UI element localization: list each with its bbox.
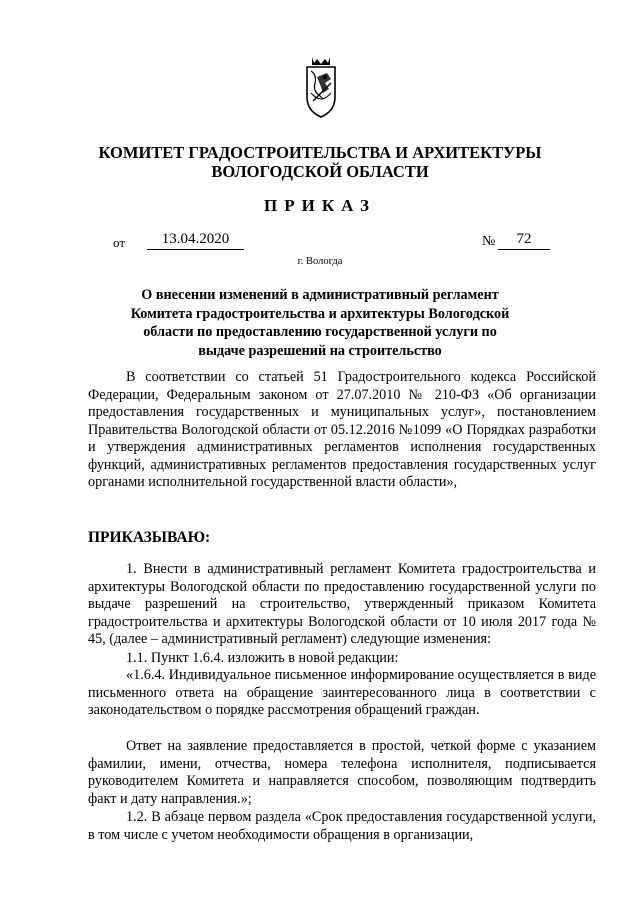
document-subject: О внесении изменений в административный регламент Комитета градостроительства и архитектуры Вологодской области по предоставлению государственной услуги по выдаче разрешений на строительство <box>130 287 510 359</box>
org-name-line2: ВОЛОГОДСКОЙ ОБЛАСТИ <box>211 162 429 181</box>
quote-paragraph-1: «1.6.4. Индивидуальное письменное информирование осуществляется в виде письменного ответа на обращение заинтересованного лица в соответствии с законодательством о порядке рассмотрения обращений граждан. <box>88 667 596 718</box>
item-1-1-paragraph: 1.1. Пункт 1.6.4. изложить в новой редакции: <box>126 650 399 666</box>
preamble-paragraph: В соответствии со статьей 51 Градостроительного кодекса Российской Федерации, Федеральным законом от 27.07.2010 № 210-ФЗ «Об организации предоставления государственных и муниципальных услуг», постановлением Правительства Вологодской области от 05.12.2016 №1099 «О Порядках разработки и утверждения административных регламентов исполнения государственных функций, административных регламентов предоставления государственных услуг органами исполнительной государственной власти области», <box>88 369 596 490</box>
coat-of-arms-icon <box>301 53 341 123</box>
city: г. Вологда <box>297 256 343 267</box>
item-1-2-paragraph: 1.2. В абзаце первом раздела «Срок предоставления государственной услуги, в том числе с учетом необходимости обращения в организации, <box>88 809 596 843</box>
org-name-line1: КОМИТЕТ ГРАДОСТРОИТЕЛЬСТВА И АРХИТЕКТУРЫ <box>98 143 542 162</box>
document-date: 13.04.2020 <box>147 231 244 250</box>
number-label: № <box>482 234 496 249</box>
document-number: 72 <box>498 231 550 250</box>
document-type: ПРИКАЗ <box>264 196 376 215</box>
item-1-paragraph: 1. Внести в административный регламент Комитета градостроительства и архитектуры Вологодской области по предоставлению государственной услуги по выдаче разрешений на строительство, утвержденный приказом Комитета градостроительства и архитектуры Вологодской области от 10 июля 2017 года № 45, (далее – административный регламент) следующие изменения: <box>88 561 596 647</box>
quote-paragraph-2: Ответ на заявление предоставляется в простой, четкой форме с указанием фамилии, имени, отчества, номера телефона исполнителя, подписывается руководителем Комитета и направляется способом, позволяющим подтвердить факт и дату направления.»; <box>88 738 596 807</box>
order-word: ПРИКАЗЫВАЮ: <box>88 529 211 546</box>
date-label: от <box>113 235 126 250</box>
